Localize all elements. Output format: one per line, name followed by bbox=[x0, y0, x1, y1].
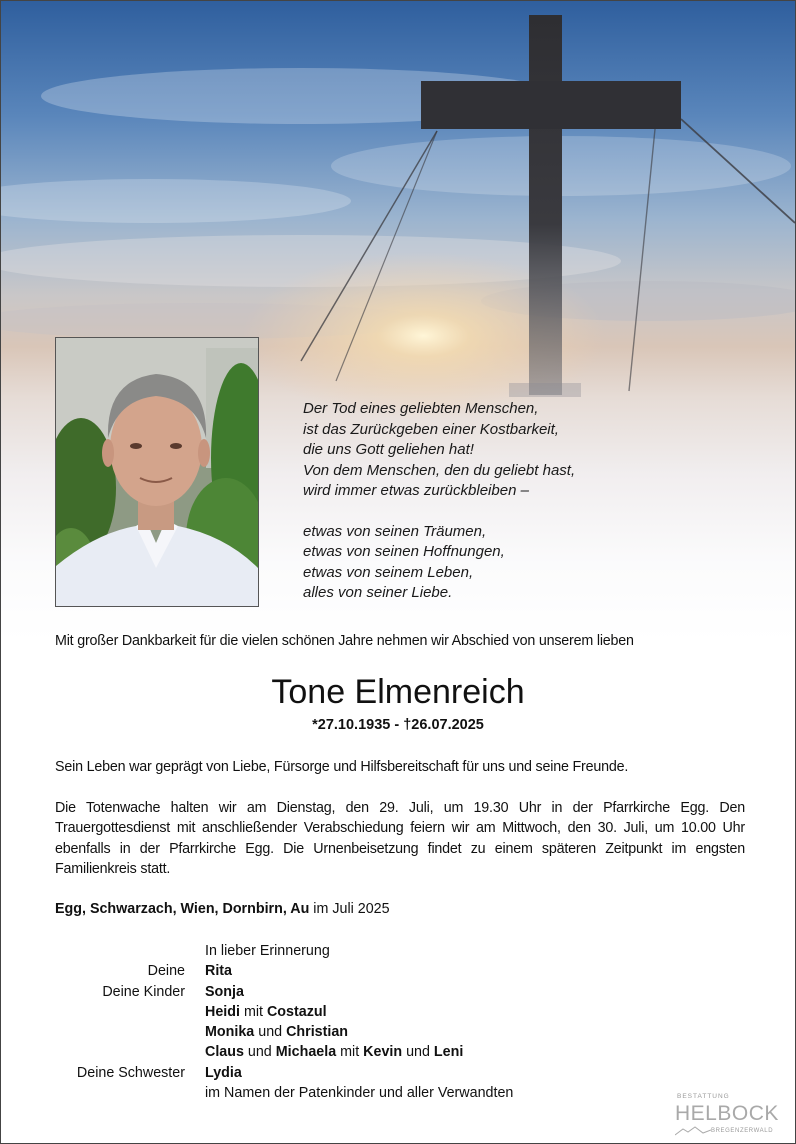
family-member: Michaela bbox=[275, 1044, 337, 1061]
family-member: Lydia bbox=[205, 1064, 242, 1081]
life-description: Sein Leben war geprägt von Liebe, Fürsorge und Hilfsbereitschaft für uns und seine Freunde. bbox=[55, 759, 629, 775]
life-dates: *27.10.1935 - †26.07.2025 bbox=[312, 717, 484, 733]
service-details: Die Totenwache halten wir am Dienstag, den 29. Juli, um 19.30 Uhr in der Pfarrkirche Egg. Den Trauergottesdienst mit anschließender Verabschiedung feiern wir am Mittwoch, den 30. Juli, um 10.00 Uhr ebenfalls in der Pfarrkirche Egg. Die Urnenbeisetzung findet zu einem späteren Zeitpunkt im engsten Familienkreis statt. bbox=[55, 800, 745, 877]
family-row bbox=[55, 941, 513, 961]
poem-line: etwas von seinen Hoffnungen, bbox=[303, 543, 505, 560]
family-row bbox=[55, 1063, 513, 1083]
family-member: Kevin bbox=[363, 1044, 403, 1061]
funeral-home-logo bbox=[673, 1093, 785, 1139]
connector: und bbox=[243, 1044, 276, 1061]
poem-line: etwas von seinen Träumen, bbox=[303, 522, 487, 540]
family-row bbox=[55, 1042, 513, 1062]
family-row bbox=[55, 1002, 513, 1022]
logo-top-text: BESTATTUNG bbox=[677, 1093, 730, 1100]
portrait-photo bbox=[55, 337, 259, 607]
family-label bbox=[55, 1002, 205, 1022]
connector: mit bbox=[239, 1003, 267, 1020]
deceased-name: Tone Elmenreich bbox=[271, 673, 525, 711]
poem-line: etwas von seinem Leben, bbox=[303, 563, 474, 581]
logo-main-text: HELBOCK bbox=[675, 1102, 779, 1125]
family-member: Monika bbox=[205, 1024, 255, 1041]
poem-line: Der Tod eines geliebten Menschen, bbox=[303, 400, 539, 417]
intro-text: Mit großer Dankbarkeit für die vielen schönen Jahre nehmen wir Abschied von unserem lieben bbox=[55, 633, 634, 649]
family-member: Leni bbox=[433, 1044, 464, 1061]
family-row bbox=[55, 1083, 513, 1103]
family-member: Sonja bbox=[205, 983, 244, 1000]
family-closing: im Namen der Patenkinder und aller Verwandten bbox=[205, 1085, 514, 1102]
family-member: Heidi bbox=[205, 1003, 240, 1020]
stanza-gap bbox=[303, 502, 575, 522]
family-member: Christian bbox=[286, 1024, 349, 1041]
poem-line: Von dem Menschen, den du geliebt hast, bbox=[303, 461, 576, 479]
family-row bbox=[55, 961, 513, 981]
family-label: Deine Kinder bbox=[102, 983, 185, 1000]
places-list: Egg, Schwarzach, Wien, Dornbirn, Au bbox=[55, 901, 310, 917]
memorial-poem bbox=[303, 399, 575, 604]
poem-line: die uns Gott geliehen hat! bbox=[303, 441, 474, 458]
family-label bbox=[55, 1042, 205, 1062]
family-row bbox=[55, 1022, 513, 1042]
family-row bbox=[55, 982, 513, 1002]
connector: und bbox=[402, 1044, 434, 1061]
family-header: In lieber Erinnerung bbox=[205, 943, 330, 959]
mountain-icon bbox=[675, 1126, 711, 1136]
connector: mit bbox=[336, 1044, 364, 1061]
places-date bbox=[55, 901, 390, 917]
family-label bbox=[55, 941, 205, 961]
family-label bbox=[55, 1022, 205, 1042]
logo-sub-text: BREGENZERWALD bbox=[711, 1128, 774, 1134]
family-label bbox=[55, 1083, 205, 1103]
family-list bbox=[55, 941, 513, 1103]
connector: und bbox=[254, 1024, 287, 1041]
family-label: Deine bbox=[147, 963, 185, 980]
poem-line: ist das Zurückgeben einer Kostbarkeit, bbox=[303, 420, 559, 438]
poem-line: alles von seiner Liebe. bbox=[303, 584, 453, 601]
family-member: Rita bbox=[205, 963, 233, 980]
family-member: Costazul bbox=[266, 1003, 327, 1020]
family-label: Deine Schwester bbox=[76, 1064, 185, 1081]
family-member: Claus bbox=[205, 1044, 244, 1061]
poem-line: wird immer etwas zurückbleiben – bbox=[303, 482, 529, 499]
place-date: im Juli 2025 bbox=[309, 901, 390, 917]
